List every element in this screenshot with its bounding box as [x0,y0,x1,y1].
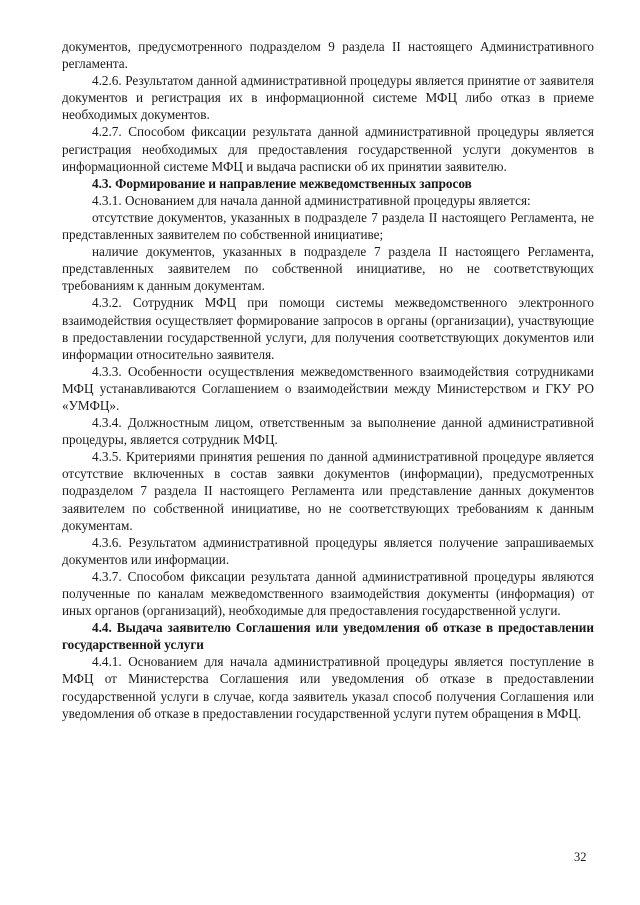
paragraph-continuation: документов, предусмотренного подразделом 9 раздела II настоящего Административного регламента. [62,39,594,72]
section-heading-4-3: 4.3. Формирование и направление межведомственных запросов [92,175,472,191]
paragraph-4-3-7: 4.3.7. Способом фиксации результата данной административной процедуры являются полученные по каналам межведомственного взаимодействия документы (информация) от иных органов (организаций), необходимые для предоставления государственной услуги. [62,568,594,619]
paragraph-4-2-7: 4.2.7. Способом фиксации результата данной административной процедуры является регистрация необходимых для предоставления государственной услуги документов в информационной системе МФЦ и выдача расписки об их принятии заявителю. [62,124,594,174]
paragraph-4-3-3: 4.3.3. Особенности осуществления межведомственного взаимодействия сотрудниками МФЦ устанавливаются Соглашением о взаимодействии между Министерством и ГКУ РО «УМФЦ». [62,363,594,413]
paragraph-4-3-5: 4.3.5. Критериями принятия решения по данной административной процедуре является отсутствие включенных в состав заявки документов (информации), предусмотренных подразделом 7 раздела II настоящего Регламента или представление данных документов заявителем по собственной инициативе, но не соответствующих требованиям к данным документам. [62,449,594,533]
paragraph-4-3-4: 4.3.4. Должностным лицом, ответственным за выполнение данной административной процедуры, является сотрудник МФЦ. [62,415,594,448]
paragraph-4-3-1: 4.3.1. Основанием для начала данной административной процедуры является: [92,192,531,208]
paragraph-4-3-6: 4.3.6. Результатом административной процедуры является получение запрашиваемых документов или информации. [62,534,594,567]
paragraph-4-2-6: 4.2.6. Результатом данной административной процедуры является принятие от заявителя документов и регистрация их в информационной системе МФЦ либо отказ в приеме необходимых документов. [62,73,594,123]
paragraph-4-3-2: 4.3.2. Сотрудник МФЦ при помощи системы межведомственного электронного взаимодействия осуществляет формирование запросов в органы (организации), участвующие в предоставлении государственной услуги, для получения соответствующих документов или информации относительно заявителя. [62,295,594,362]
list-item-presence: наличие документов, указанных в подразделе 7 раздела II настоящего Регламента, представленных заявителем по собственной инициативе, но не соответствующих требованиям к данным документам. [62,244,594,294]
page-number: 32 [574,850,587,864]
list-item-absence: отсутствие документов, указанных в подразделе 7 раздела II настоящего Регламента, не представленных заявителем по собственной инициативе; [62,209,594,243]
document-body [62,38,594,722]
paragraph-4-4-1: 4.4.1. Основанием для начала административной процедуры является поступление в МФЦ от Министерства Соглашения или уведомления об отказе в предоставлении государственной услуги в случае, когда заявитель указал способ получения Соглашения или уведомления об отказе в предоставлении государственной услуги путем обращения в МФЦ. [62,654,594,721]
section-heading-4-4: 4.4. Выдача заявителю Соглашения или уведомления об отказе в предоставлении государственной услуги [62,620,594,653]
